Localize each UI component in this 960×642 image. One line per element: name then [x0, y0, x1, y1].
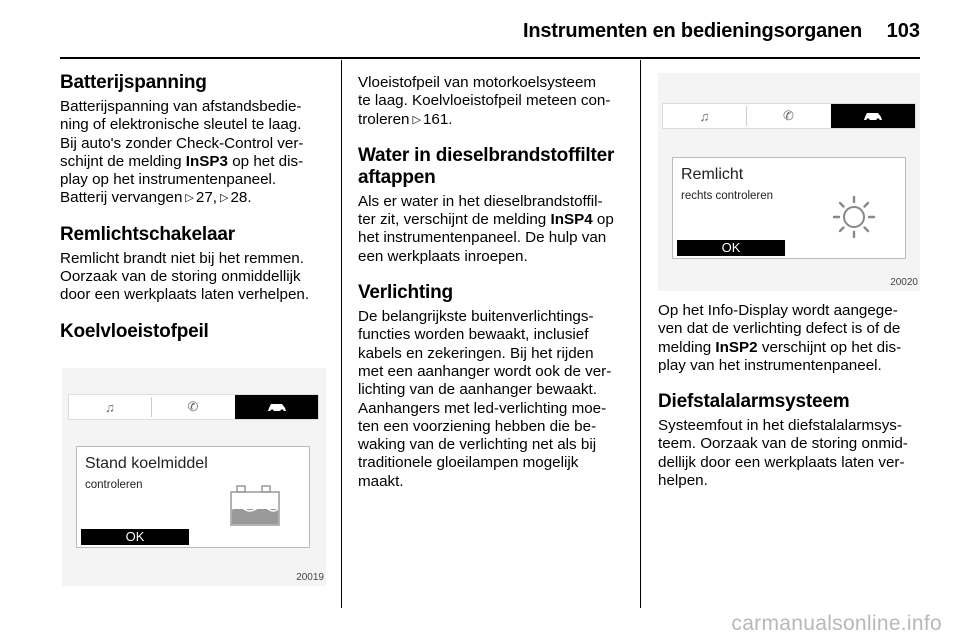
page-ref-link[interactable]: ▷ 27, — [182, 189, 217, 206]
message-title: Stand koelmiddel — [85, 455, 208, 472]
text-line: ten een voorziening hebben die be- — [358, 417, 597, 435]
text-span: ter zit, verschijnt de melding — [358, 211, 551, 229]
heading-line: aftappen — [358, 166, 436, 188]
coolant-reservoir-icon — [229, 485, 281, 527]
car-icon — [831, 104, 915, 128]
phone-icon: ✆ — [783, 108, 794, 123]
text-line: Batterijspanning van afstandsbedie- — [60, 98, 302, 115]
text-line: Op het Info-Display wordt aangege- — [658, 302, 898, 319]
message-subtitle: rechts controleren — [681, 190, 774, 202]
text-line: functies worden bewaakt, inclusief — [358, 326, 589, 344]
text-line: traditionele gloeilampen mogelijk — [358, 454, 579, 472]
bulb-icon — [831, 194, 877, 240]
text-line: met een aanhanger wordt ook de ver- — [358, 362, 612, 380]
text-line: dellijk door een werkplaats laten ver- — [658, 453, 905, 471]
text-line: teem. Oorzaak van de storing onmid- — [658, 435, 908, 453]
text-line: helpen. — [658, 472, 708, 490]
text-line: play van het instrumentenpaneel. — [658, 356, 882, 374]
text-line: te laag. Koelvloeistofpeil meteen con- — [358, 92, 611, 110]
text-line: Remlicht brandt niet bij het remmen. — [60, 249, 304, 267]
phone-icon: ✆ — [187, 399, 199, 414]
column-2 — [358, 74, 634, 491]
text-line: het instrumentenpaneel. De hulp van — [358, 229, 607, 247]
column-3 — [658, 302, 926, 490]
text-line: door een werkplaats laten verhelpen. — [60, 286, 310, 304]
text-line — [358, 211, 634, 229]
heading-koelvloeistofpeil: Koelvloeistofpeil — [60, 320, 209, 342]
text-line: play op het instrumentenpaneel. — [60, 171, 277, 189]
car-icon-graphic — [266, 401, 288, 413]
text-line — [60, 153, 335, 171]
text-span: verschijnt op het dis- — [757, 338, 902, 356]
music-note-icon: ♫ — [699, 108, 710, 124]
text-line: De belangrijkste buitenverlichtings- — [358, 308, 594, 326]
heading-batterijspanning: Batterijspanning — [60, 72, 207, 93]
column-divider-1 — [341, 60, 342, 608]
text-line — [358, 111, 634, 129]
text-line: Als er water in het dieselbrandstoffil- — [358, 192, 603, 210]
text-line: lichting van de aanhanger bewaakt. — [358, 381, 597, 399]
car-icon — [235, 395, 318, 419]
column-1 — [60, 72, 335, 343]
heading-verlichting: Verlichting — [358, 282, 453, 304]
text-span: troleren — [358, 110, 410, 128]
text-line — [60, 189, 335, 207]
ok-button[interactable]: OK — [677, 240, 785, 256]
figure-number: 20019 — [296, 572, 324, 583]
text-line: Systeemfout in het diefstalalarmsys- — [658, 417, 902, 435]
message-box — [672, 157, 906, 259]
car-icon-graphic — [862, 110, 884, 122]
message-box — [76, 446, 310, 548]
text-line: Bij auto's zonder Check-Control ver- — [60, 134, 304, 152]
message-subtitle: controleren — [85, 479, 143, 491]
page-header — [0, 0, 960, 60]
ok-button[interactable]: OK — [81, 529, 189, 545]
page-title: Instrumenten en bedieningsorganen — [523, 20, 862, 42]
page-ref-link[interactable]: ▷ 161. — [410, 111, 453, 128]
text-line: waking van de verlichting net als bij — [358, 436, 597, 454]
page-number: 103 — [886, 20, 920, 42]
text-line: maakt. — [358, 472, 404, 490]
page-ref-link[interactable]: ▷ 28. — [217, 189, 252, 206]
heading-remlichtschakelaar: Remlichtschakelaar — [60, 223, 235, 245]
text-line: kabels en zekeringen. Bij het rijden — [358, 344, 594, 362]
text-line: Vloeistofpeil van motorkoelsysteem — [358, 74, 597, 91]
text-span: Batterij vervangen — [60, 189, 183, 207]
heading-water-dieselfilter — [358, 145, 634, 189]
column-divider-2 — [640, 60, 641, 608]
code-insp2: InSP2 — [715, 338, 758, 356]
text-span: op — [592, 211, 614, 229]
text-span: melding — [658, 338, 716, 356]
heading-diefstalalarmsysteem: Diefstalalarmsysteem — [658, 391, 850, 413]
text-line: ven dat de verlichting defect is of de — [658, 320, 901, 338]
code-insp3: InSP3 — [185, 152, 229, 170]
text-line: Oorzaak van de storing onmiddellijk — [60, 268, 301, 286]
text-span: schijnt de melding — [60, 152, 186, 170]
display-tab-bar — [68, 394, 319, 420]
watermark: carmanualsonline.info — [731, 612, 942, 635]
text-line: Aanhangers met led-verlichting moe- — [358, 399, 607, 417]
text-span: op het dis- — [228, 152, 304, 170]
code-insp4: InSP4 — [550, 211, 593, 229]
header-rule — [60, 57, 920, 59]
message-title: Remlicht — [681, 166, 744, 183]
text-line — [658, 339, 926, 357]
display-tab-bar — [662, 103, 916, 129]
heading-line: Water in dieselbrandstoffilter — [358, 144, 615, 166]
music-note-icon: ♫ — [105, 399, 115, 415]
text-line: een werkplaats inroepen. — [358, 247, 528, 265]
figure-number: 20020 — [890, 277, 918, 288]
text-line: ning of elektronische sleutel te laag. — [60, 116, 302, 134]
figure-coolant-display — [62, 368, 326, 586]
figure-brakelight-display — [658, 73, 920, 291]
